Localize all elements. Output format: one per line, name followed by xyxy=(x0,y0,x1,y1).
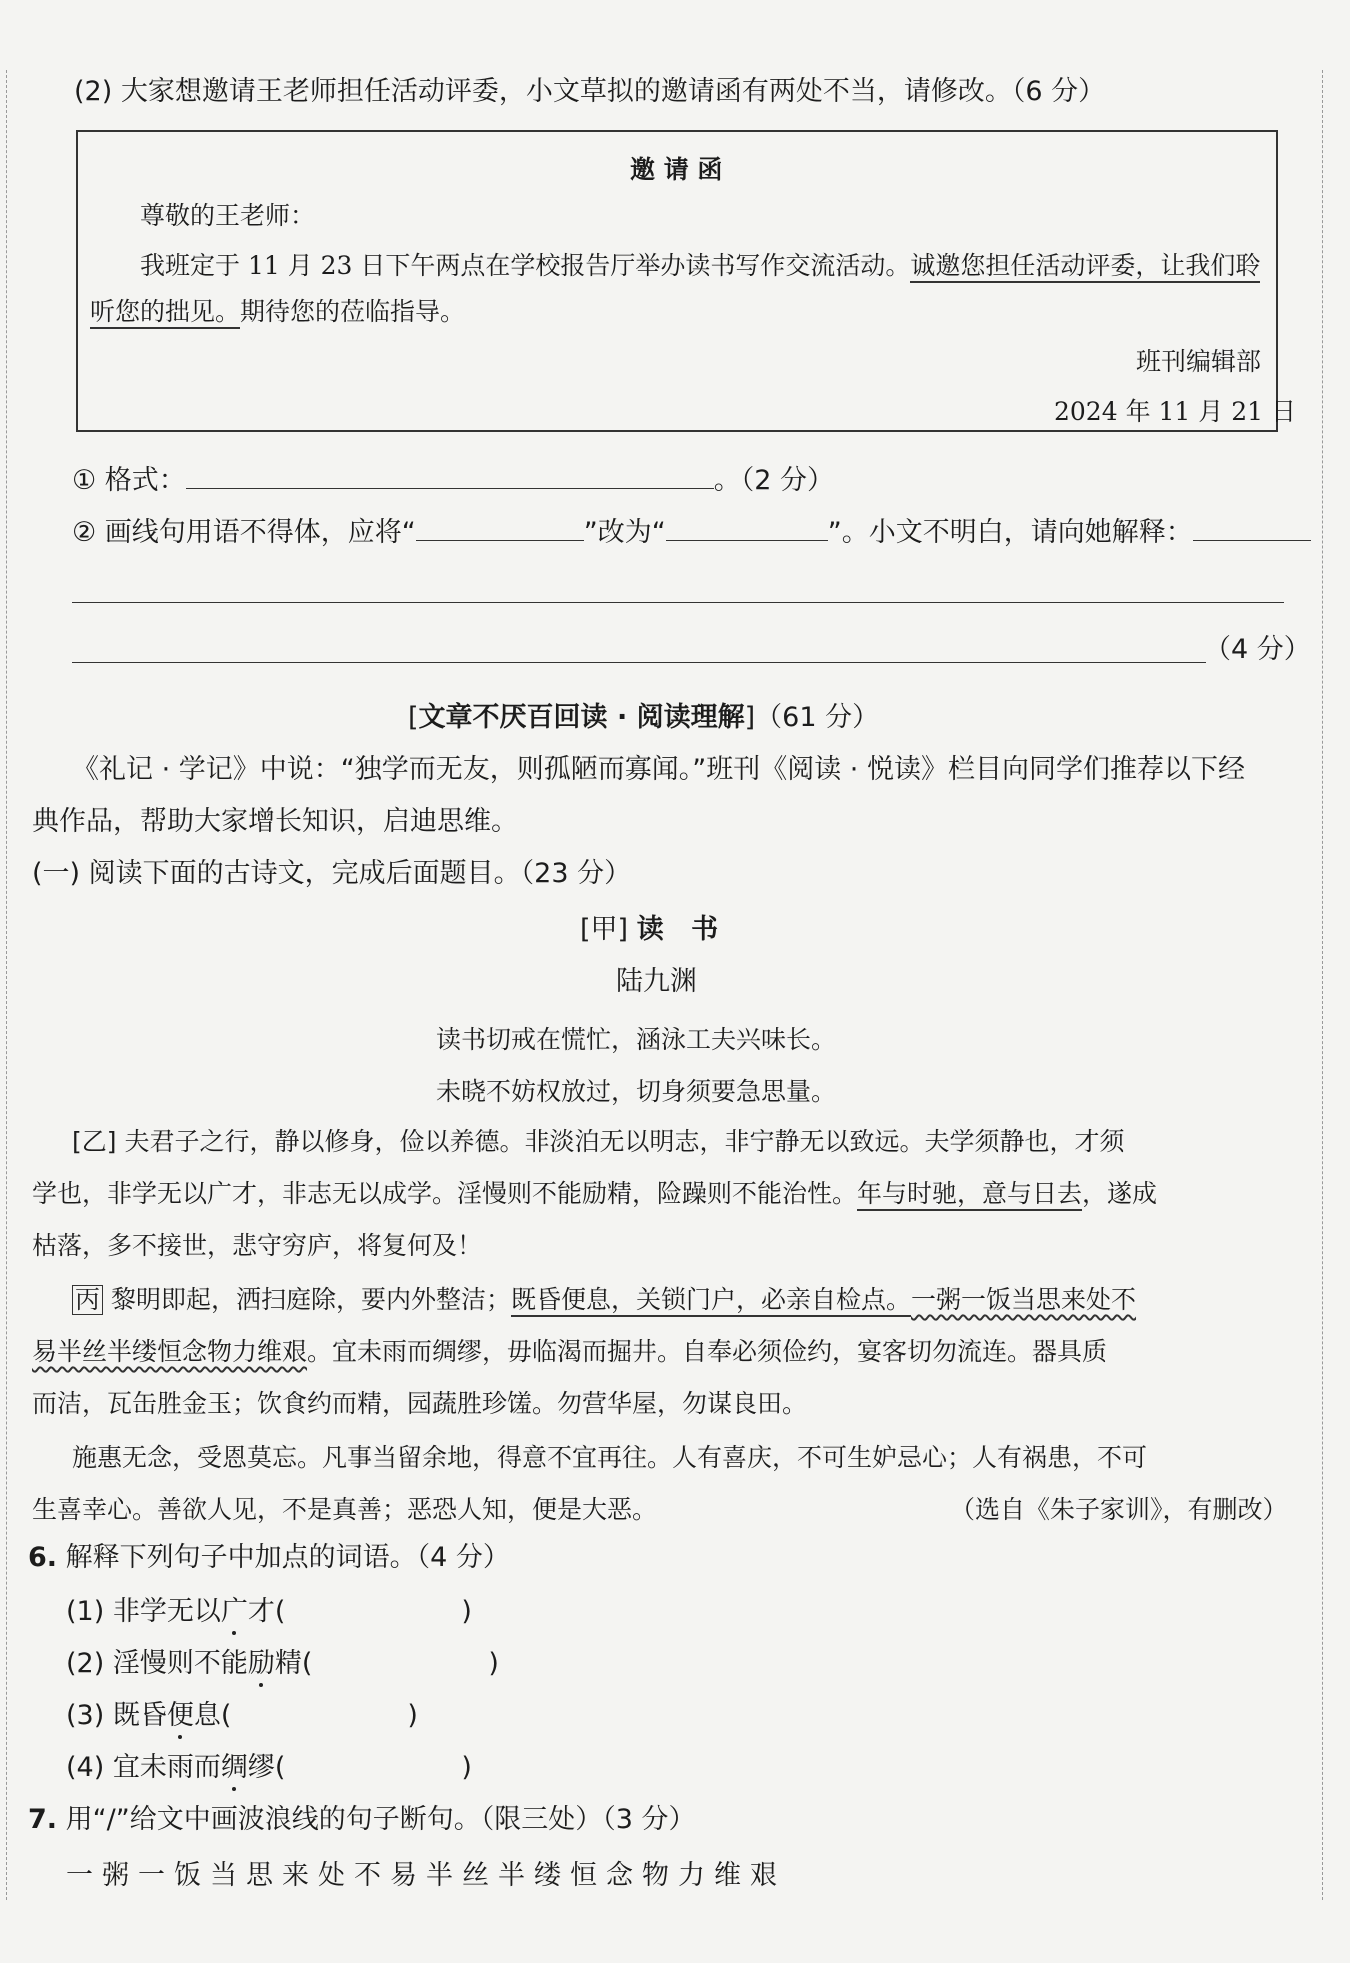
dotted-word: 绸 xyxy=(220,1752,248,1783)
part-one-instruction: (一) 阅读下面的古诗文，完成后面题目。（23 分） xyxy=(32,858,632,889)
letter-body-line-1 xyxy=(140,246,1260,282)
letter-title: 邀 请 函 xyxy=(630,155,723,184)
question-6-item-1 xyxy=(66,1594,472,1630)
passage-bing-line-1 xyxy=(72,1280,1136,1316)
item-text: ) xyxy=(461,1752,472,1783)
wording-points: （4 分） xyxy=(1204,634,1311,665)
format-points: 。（2 分） xyxy=(713,465,835,496)
poem-heading: [甲] 读 书 xyxy=(580,914,728,945)
right-margin-line xyxy=(1322,70,1323,1900)
format-answer-row xyxy=(72,460,834,499)
dotted-word: 广 xyxy=(220,1596,248,1627)
section-points: （61 分） xyxy=(755,702,880,733)
original-phrase-blank[interactable] xyxy=(416,512,584,541)
passage-yi-tag: 乙 xyxy=(81,1127,107,1156)
wording-label: ② 画线句用语不得体，应将“ xyxy=(72,517,416,548)
item-text: (2) 淫慢则不能 xyxy=(66,1648,248,1679)
question-7-prompt: 用“/”给文中画波浪线的句子断句。（限三处）（3 分） xyxy=(65,1804,696,1835)
letter-closing-text: 期待您的莅临指导。 xyxy=(240,297,466,326)
passage-bing-text: 。宜未雨而绸缪，毋临渴而掘井。自奉必须俭约，宴客切勿流连。器具质 xyxy=(307,1337,1108,1366)
letter-date: 2024 年 11 月 21 日 xyxy=(1054,397,1296,426)
item-text: 缪( xyxy=(247,1752,286,1783)
dotted-word: 励 xyxy=(247,1648,275,1679)
item-text: 息( xyxy=(193,1700,232,1731)
poem-author: 陆九渊 xyxy=(616,966,697,997)
section-intro-line-2: 典作品，帮助大家增长知识，启迪思维。 xyxy=(32,806,518,837)
section-title: 文章不厌百回读 · 阅读理解 xyxy=(418,702,745,733)
passage-bing-underlined: 既昏便息，关锁门户，必亲自检点。 xyxy=(511,1285,911,1317)
item-text: ) xyxy=(461,1596,472,1627)
letter-salutation: 尊敬的王老师： xyxy=(140,201,316,230)
passage-bing-wavy-part-2: 易半丝半缕恒念物力维艰 xyxy=(32,1337,308,1366)
wording-answer-row xyxy=(72,512,1311,551)
format-answer-blank[interactable] xyxy=(186,460,714,489)
question-6-number: 6. xyxy=(28,1542,58,1573)
passage-bing-line-2 xyxy=(32,1332,1107,1368)
question-6-header xyxy=(28,1540,510,1576)
passage-yi-line-3: 枯落，多不接世，悲守穷庐，将复何及！ xyxy=(32,1231,483,1260)
dotted-word: 便 xyxy=(166,1700,194,1731)
poem-tag: 甲 xyxy=(590,914,618,945)
passage-yi-underlined: 年与时驰，意与日去 xyxy=(857,1179,1082,1211)
passage-source: （选自《朱子家训》，有删改） xyxy=(950,1495,1288,1524)
explanation-line-2[interactable] xyxy=(72,662,1206,663)
format-label: ① 格式： xyxy=(72,465,186,496)
letter-body-text: 我班定于 11 月 23 日下午两点在学校报告厅举办读书写作交流活动。 xyxy=(140,251,911,280)
q2-prompt: (2) 大家想邀请王老师担任活动评委，小文草拟的邀请函有两处不当，请修改。（6 分） xyxy=(74,76,1106,107)
passage-yi-line-1: [乙] 夫君子之行，静以修身，俭以养德。非淡泊无以明志，非宁静无以致远。夫学须静也，才须 xyxy=(72,1127,1125,1156)
question-6-item-3 xyxy=(66,1698,418,1734)
poem-line-1: 读书切戒在慌忙，涵泳工夫兴味长。 xyxy=(436,1025,837,1054)
poem-line-2: 未晓不妨权放过，切身须要急思量。 xyxy=(436,1077,837,1106)
passage-bing-text: 黎明即起，洒扫庭除，要内外整洁； xyxy=(110,1285,511,1314)
letter-underlined-sentence-part-1: 诚邀您担任活动评委，让我们聆 xyxy=(910,251,1260,283)
question-6-item-4 xyxy=(66,1750,472,1786)
passage-bing-tag: 丙 xyxy=(72,1285,103,1315)
explanation-line-1[interactable] xyxy=(72,602,1284,603)
passage-bing-line-4: 施惠无念，受恩莫忘。凡事当留余地，得意不宜再往。人有喜庆，不可生妒忌心；人有祸患，不可 xyxy=(72,1443,1148,1472)
item-text: (1) 非学无以 xyxy=(66,1596,221,1627)
question-6-prompt: 解释下列句子中加点的词语。（4 分） xyxy=(65,1542,510,1573)
section-heading: [文章不厌百回读 · 阅读理解]（61 分） xyxy=(408,702,880,733)
passage-bing-line-3: 而洁，瓦缶胜金玉；饮食约而精，园蔬胜珍馐。勿营华屋，勿谋良田。 xyxy=(32,1389,808,1418)
passage-yi-text: 夫君子之行，静以修身，俭以养德。非淡泊无以明志，非宁静无以致远。夫学须静也，才须 xyxy=(124,1127,1125,1156)
passage-yi-text: ，遂成 xyxy=(1082,1179,1158,1208)
item-text: (4) 宜未雨而 xyxy=(66,1752,221,1783)
revised-phrase-blank[interactable] xyxy=(666,512,828,541)
explanation-blank-start[interactable] xyxy=(1193,512,1311,541)
letter-underlined-sentence-part-2: 听您的拙见。 xyxy=(90,297,240,329)
question-7-number: 7. xyxy=(28,1804,58,1835)
passage-yi-line-2 xyxy=(32,1174,1157,1210)
left-margin-line xyxy=(6,70,7,1900)
question-7-header xyxy=(28,1802,695,1838)
wording-end: ”。小文不明白，请向她解释： xyxy=(827,517,1193,548)
passage-bing-line-5: 生喜幸心。善欲人见，不是真善；恶恐人知，便是大恶。 xyxy=(32,1495,658,1524)
item-text: ) xyxy=(407,1700,418,1731)
item-text: ) xyxy=(488,1648,499,1679)
section-intro-line-1: 《礼记 · 学记》中说：“独学而无友，则孤陋而寡闻。”班刊《阅读 · 悦读》栏目向同学们推荐以下经 xyxy=(72,754,1245,785)
letter-body-line-2 xyxy=(90,292,465,328)
letter-signature: 班刊编辑部 xyxy=(1136,347,1262,376)
poem-title: 读 书 xyxy=(636,914,728,945)
wording-mid: ”改为“ xyxy=(583,517,666,548)
question-6-item-2 xyxy=(66,1646,499,1682)
item-text: (3) 既昏 xyxy=(66,1700,167,1731)
passage-yi-text: 学也，非学无以广才，非志无以成学。淫慢则不能励精，险躁则不能治性。 xyxy=(32,1179,858,1208)
question-7-sentence: 一粥一饭当思来处不易半丝半缕恒念物力维艰 xyxy=(66,1860,786,1891)
item-text: 精( xyxy=(274,1648,313,1679)
passage-bing-wavy-part-1: 一粥一饭当思来处不 xyxy=(911,1285,1137,1314)
item-text: 才( xyxy=(247,1596,286,1627)
